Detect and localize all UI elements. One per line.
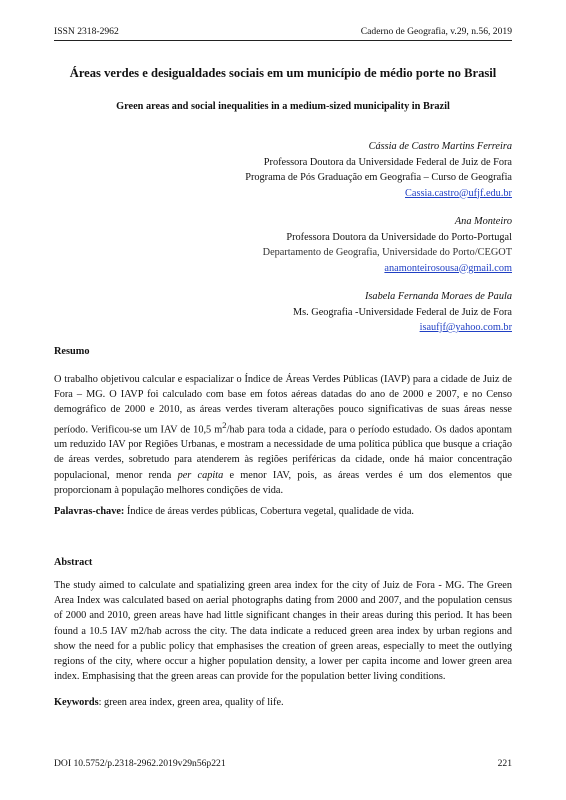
author-entry — [152, 214, 512, 276]
author-name: Cássia de Castro Martins Ferreira — [368, 141, 512, 152]
running-header — [54, 26, 512, 41]
palavras-chave-label: Palavras-chave: — [54, 506, 125, 517]
author-entry — [152, 289, 512, 336]
author-email-link[interactable]: Cassia.castro@ufjf.edu.br — [405, 187, 512, 199]
keywords-label: Keywords — [54, 697, 99, 708]
paper-title: Áreas verdes e desigualdades sociais em um município de médio porte no Brasil — [69, 66, 497, 80]
journal-citation: Caderno de Geografia, v.29, n.56, 2019 — [360, 26, 512, 37]
issn-label: ISSN 2318-2962 — [54, 26, 119, 37]
resumo-italic: per capita — [177, 469, 224, 481]
abstract-text: The study aimed to calculate and spatializing green area index for the city of Juiz de Fora - MG. The Green Area Index was calculated based on aerial photographs dating from 2000 and 2007, and the population census of 2000 and 2010, green areas have had little significant changes in their areas during this period. It has been found a 10.5 IAV m2/hab across the city. The data indicate a reduced green area index by urban regions and show the need for a public policy that emphasises the creation of green areas, especially to meet the outlying regions of the city, where occur a higher population density, a lower per capita income and lower green area index. Emphasising that the green areas can provide for the population better living conditions. — [54, 580, 512, 683]
resumo-text-part: /hab para toda a cidade, para o período estudado. Os dados apontam um reduzido IAV por Regiões Urbanas, e mostram a necessidade de uma política pública que busque a criação de áreas verdes, sobretudo para atenderem às regiões periféricas da cidade, onde há maior concentração populacional, menor renda — [54, 424, 512, 481]
author-affiliation: Departamento de Geografia, Universidade do Porto/CEGOT — [262, 247, 512, 258]
author-entry — [152, 139, 512, 201]
resumo-text-part: O trabalho objetivou calcular e espacializar o Índice de Áreas Verdes Públicas (IAVP) para a cidade de Juiz de Fora – MG. O IAVP foi calculado com base em fotos aéreas datadas do ano de 2000 e 2007, e no Censo demográfico de 2000 e 2010, as áreas verdes tiveram alterações pouco significativas de suas áreas nesse período. Verificou-se um IAV de 10,5 m — [54, 374, 512, 436]
paper-subtitle: Green areas and social inequalities in a medium-sized municipality in Brazil — [116, 101, 450, 112]
doi-label: DOI 10.5752/p.2318-2962.2019v29n56p221 — [54, 758, 226, 769]
author-name: Isabela Fernanda Moraes de Paula — [365, 291, 512, 302]
resumo-text — [54, 372, 512, 498]
superscript: 2 — [222, 419, 227, 430]
author-name: Ana Monteiro — [454, 216, 512, 227]
author-affiliation: Programa de Pós Graduação em Geografia – Curso de Geografia — [245, 172, 512, 183]
palavras-chave-text: Índice de áreas verdes públicas, Cobertura vegetal, qualidade de vida. — [124, 506, 414, 517]
palavras-chave-line — [54, 506, 512, 517]
keywords-line — [54, 697, 512, 708]
author-affiliation: Professora Doutora da Universidade Federal de Juiz de Fora — [263, 156, 512, 168]
author-affiliation: Ms. Geografia -Universidade Federal de Juiz de Fora — [292, 306, 512, 318]
author-block — [152, 139, 512, 349]
page-number: 221 — [497, 758, 512, 769]
resumo-heading: Resumo — [54, 346, 90, 357]
page-footer — [54, 758, 512, 769]
author-affiliation: Professora Doutora da Universidade do Porto-Portugal — [286, 231, 512, 243]
author-email-link[interactable]: isaufjf@yahoo.com.br — [419, 322, 512, 333]
resumo-text-part: e menor IAV, pois, as áreas verdes é um dos elementos que proporcionam à população melhores condições de vida. — [54, 469, 512, 496]
keywords-text: : green area index, green area, quality of life. — [98, 697, 284, 708]
abstract-heading: Abstract — [54, 557, 93, 568]
author-email-link[interactable]: anamonteirosousa@gmail.com — [384, 262, 512, 274]
